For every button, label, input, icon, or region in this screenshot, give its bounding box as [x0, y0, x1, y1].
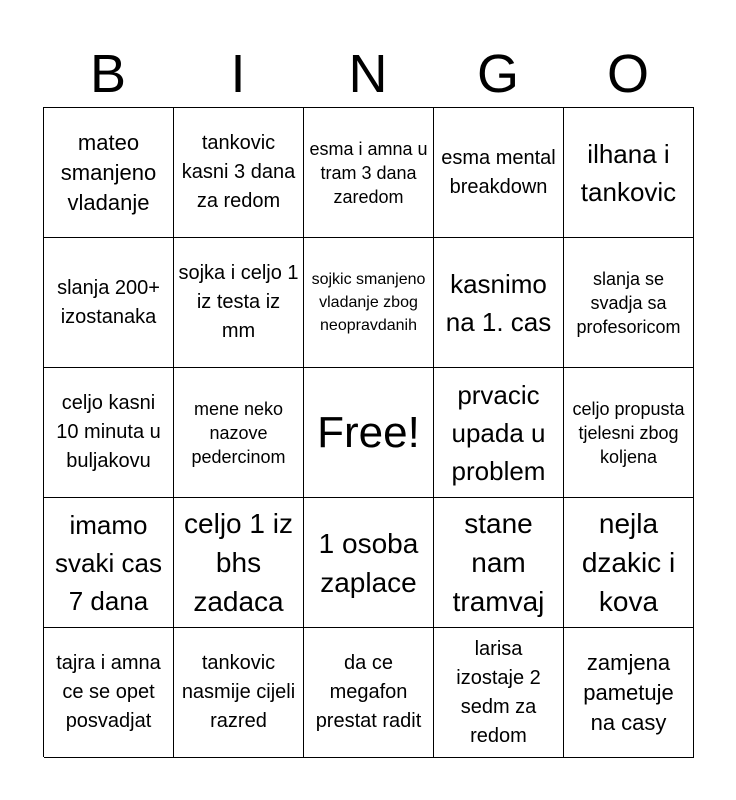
- bingo-cell-r3-c5[interactable]: celjo propusta tjelesni zbog koljena: [564, 368, 694, 498]
- bingo-cell-r5-c5[interactable]: zamjena pametuje na casy: [564, 628, 694, 758]
- bingo-cell-r2-c3[interactable]: sojkic smanjeno vladanje zbog neopravdanih: [304, 238, 434, 368]
- bingo-cell-r5-c4[interactable]: larisa izostaje 2 sedm za redom: [434, 628, 564, 758]
- bingo-cell-r2-c1[interactable]: slanja 200+ izostanaka: [44, 238, 174, 368]
- bingo-header: [43, 40, 693, 108]
- bingo-free-space[interactable]: Free!: [304, 368, 434, 498]
- bingo-cell-r2-c5[interactable]: slanja se svadja sa profesoricom: [564, 238, 694, 368]
- bingo-card-grid: [43, 107, 694, 757]
- bingo-cell-r2-c2[interactable]: sojka i celjo 1 iz testa iz mm: [174, 238, 304, 368]
- bingo-cell-r3-c4[interactable]: prvacic upada u problem: [434, 368, 564, 498]
- bingo-cell-r1-c3[interactable]: esma i amna u tram 3 dana zaredom: [304, 108, 434, 238]
- bingo-cell-r4-c3[interactable]: 1 osoba zaplace: [304, 498, 434, 628]
- bingo-cell-r4-c1[interactable]: imamo svaki cas 7 dana: [44, 498, 174, 628]
- bingo-cell-r1-c1[interactable]: mateo smanjeno vladanje: [44, 108, 174, 238]
- bingo-cell-r4-c4[interactable]: stane nam tramvaj: [434, 498, 564, 628]
- bingo-cell-r5-c3[interactable]: da ce megafon prestat radit: [304, 628, 434, 758]
- header-letter-b: B: [89, 44, 127, 104]
- header-letter-o: O: [606, 44, 649, 104]
- bingo-cell-r1-c4[interactable]: esma mental breakdown: [434, 108, 564, 238]
- header-letter-n: N: [348, 44, 388, 104]
- header-letter-i: I: [230, 44, 246, 104]
- bingo-cell-r4-c5[interactable]: nejla dzakic i kova: [564, 498, 694, 628]
- bingo-cell-r5-c1[interactable]: tajra i amna ce se opet posvadjat: [44, 628, 174, 758]
- bingo-cell-r1-c5[interactable]: ilhana i tankovic: [564, 108, 694, 238]
- bingo-cell-r5-c2[interactable]: tankovic nasmije cijeli razred: [174, 628, 304, 758]
- bingo-cell-r2-c4[interactable]: kasnimo na 1. cas: [434, 238, 564, 368]
- bingo-cell-r3-c2[interactable]: mene neko nazove pedercinom: [174, 368, 304, 498]
- bingo-cell-r3-c1[interactable]: celjo kasni 10 minuta u buljakovu: [44, 368, 174, 498]
- bingo-cell-r1-c2[interactable]: tankovic kasni 3 dana za redom: [174, 108, 304, 238]
- header-letter-g: G: [476, 44, 519, 104]
- bingo-cell-r4-c2[interactable]: celjo 1 iz bhs zadaca: [174, 498, 304, 628]
